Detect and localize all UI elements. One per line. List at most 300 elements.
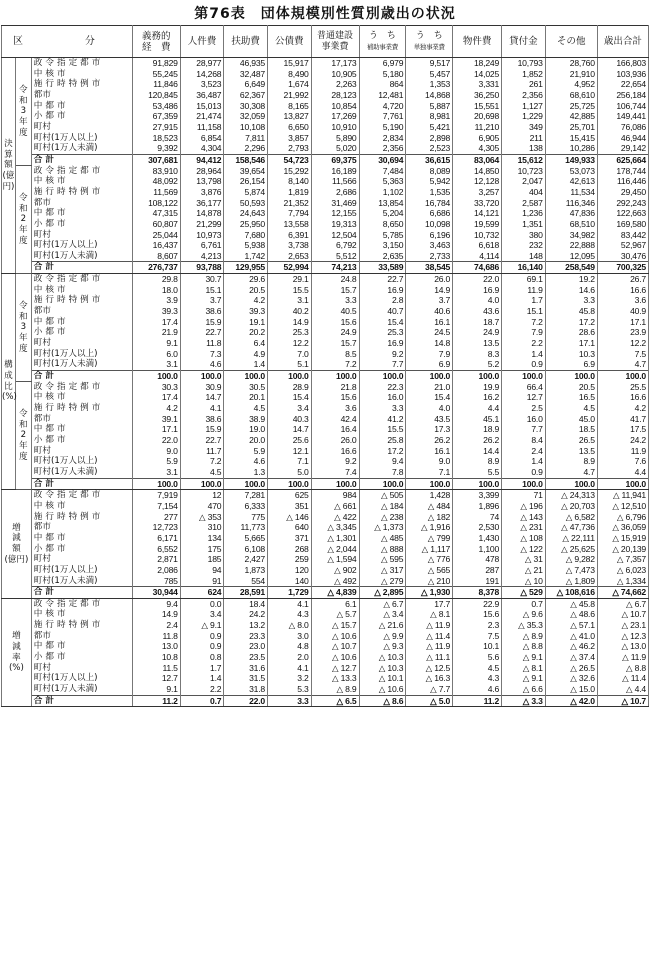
table-cell: 9.0: [406, 456, 453, 467]
header-gimuteki: [132, 26, 180, 58]
table-cell: 9.4: [359, 456, 406, 467]
table-cell: 4.0: [453, 295, 502, 306]
table-cell: 14,025: [453, 69, 502, 80]
table-cell: 20.2: [224, 327, 268, 338]
year-label-char: 度: [19, 127, 28, 138]
table-cell: △ 8.1: [406, 609, 453, 620]
table-cell: 4,305: [453, 143, 502, 154]
table-cell: 10,973: [180, 230, 224, 241]
table-cell: △ 1,809: [545, 576, 597, 587]
table-cell: 32,487: [224, 69, 268, 80]
section-label-char: (%): [2, 392, 17, 403]
year-label-char: 令: [19, 192, 28, 203]
row-label: 中核市: [31, 501, 132, 512]
table-cell: △ 3.4: [359, 609, 406, 620]
year-label-char: 3: [20, 322, 27, 333]
table-cell: 7.2: [502, 317, 546, 328]
table-cell: 14.7: [268, 424, 312, 435]
header-label: 普通建設: [317, 30, 354, 41]
table-cell: 3,399: [453, 490, 502, 501]
row-label: 小都市: [31, 652, 132, 663]
table-cell: 14.6: [545, 285, 597, 296]
table-cell: 8,165: [268, 101, 312, 112]
header-jinkenhi: 人件費: [180, 26, 224, 58]
table-cell: 25.5: [597, 382, 648, 393]
row-label: 町村(1万人未満): [31, 359, 132, 370]
table-cell: 16.1: [406, 317, 453, 328]
table-row: [2, 512, 649, 523]
table-cell: 67,359: [132, 111, 180, 122]
table-cell: 13.5: [545, 446, 597, 457]
table-cell: △ 12.7: [311, 663, 359, 674]
table-row: [2, 219, 649, 230]
section-label-char: 率: [12, 652, 21, 663]
row-label: 施行時特例市: [31, 79, 132, 90]
table-cell: 24.9: [453, 327, 502, 338]
table-cell: 15.4: [359, 317, 406, 328]
table-cell: △ 13.0: [597, 641, 648, 652]
table-cell: △ 47,736: [545, 522, 597, 533]
section-label-char: (億円): [2, 170, 15, 192]
table-row: [2, 101, 649, 112]
table-cell: 258,549: [545, 262, 597, 274]
table-cell: 68,610: [545, 90, 597, 101]
table-row: [2, 154, 649, 165]
table-cell: 1,236: [502, 208, 546, 219]
row-label: 合計: [31, 371, 132, 382]
table-cell: △ 10: [502, 576, 546, 587]
table-cell: △ 9.6: [502, 609, 546, 620]
table-cell: △ 10.7: [597, 695, 648, 707]
section-label-char: 減: [12, 641, 21, 652]
header-label: う ち: [415, 30, 443, 41]
table-cell: 74: [453, 512, 502, 523]
table-row: [2, 69, 649, 80]
table-cell: 18.0: [132, 285, 180, 296]
header-kosaihi: 公債費: [268, 26, 312, 58]
table-cell: 7.8: [359, 467, 406, 478]
table-cell: 1,674: [268, 79, 312, 90]
row-label: 中核市: [31, 609, 132, 620]
year-label-char: 度: [19, 343, 28, 354]
section-label-char: 減: [12, 533, 21, 544]
table-cell: 9.2: [359, 349, 406, 360]
table-cell: △ 8.8: [597, 663, 648, 674]
header-label: う ち: [368, 30, 396, 41]
table-row: [2, 684, 649, 695]
table-cell: 10,098: [406, 219, 453, 230]
table-cell: 140: [268, 576, 312, 587]
table-cell: 15.6: [453, 609, 502, 620]
table-row: [2, 673, 649, 684]
table-cell: 6,792: [311, 240, 359, 251]
table-cell: 100.0: [502, 478, 546, 490]
table-cell: 15,013: [180, 101, 224, 112]
table-cell: △ 11.9: [406, 620, 453, 631]
table-cell: 76,086: [597, 122, 648, 133]
table-cell: 3,523: [180, 79, 224, 90]
table-cell: 29.6: [224, 274, 268, 285]
table-cell: 3.1: [132, 359, 180, 370]
table-cell: 8.9: [453, 456, 502, 467]
table-cell: 39,654: [224, 166, 268, 177]
table-cell: 3.1: [268, 295, 312, 306]
table-cell: 16.9: [359, 285, 406, 296]
table-cell: 22,888: [545, 240, 597, 251]
table-cell: △ 10.1: [359, 673, 406, 684]
table-cell: 2,523: [406, 143, 453, 154]
table-cell: 39.3: [132, 306, 180, 317]
table-cell: △ 184: [359, 501, 406, 512]
table-cell: 52,994: [268, 262, 312, 274]
table-cell: 166,803: [597, 58, 648, 69]
table-cell: 46,935: [224, 58, 268, 69]
table-row: [2, 251, 649, 262]
table-cell: 7.5: [597, 349, 648, 360]
table-cell: △ 279: [359, 576, 406, 587]
table-cell: 16,140: [502, 262, 546, 274]
table-cell: 2.4: [132, 620, 180, 631]
table-cell: 22.0: [453, 274, 502, 285]
table-cell: △ 10.7: [311, 641, 359, 652]
table-cell: △ 595: [359, 554, 406, 565]
table-cell: 15.4: [268, 392, 312, 403]
table-cell: △ 317: [359, 565, 406, 576]
table-cell: 6,979: [359, 58, 406, 69]
table-cell: 380: [502, 230, 546, 241]
table-cell: △ 45.8: [545, 598, 597, 609]
table-cell: 149,441: [597, 111, 648, 122]
table-cell: 50,593: [224, 198, 268, 209]
table-cell: 2,834: [359, 133, 406, 144]
table-cell: 11,773: [224, 522, 268, 533]
table-cell: △ 24,313: [545, 490, 597, 501]
table-cell: 3,738: [268, 240, 312, 251]
table-cell: 1,535: [406, 187, 453, 198]
table-cell: 25.3: [268, 327, 312, 338]
table-cell: 4.6: [180, 359, 224, 370]
header-sonota: その他: [545, 26, 597, 58]
table-cell: △ 4,839: [311, 587, 359, 599]
table-cell: 21,299: [180, 219, 224, 230]
table-cell: 6,552: [132, 544, 180, 555]
row-label: 都市: [31, 306, 132, 317]
row-label: 町村: [31, 663, 132, 674]
table-cell: 10.3: [545, 349, 597, 360]
table-cell: 3,331: [453, 79, 502, 90]
table-cell: 93,788: [180, 262, 224, 274]
row-label: 政令指定都市: [31, 598, 132, 609]
table-cell: 11.8: [132, 631, 180, 642]
table-cell: △ 902: [311, 565, 359, 576]
table-cell: △ 35.3: [502, 620, 546, 631]
table-cell: 14,121: [453, 208, 502, 219]
table-cell: 28,591: [224, 587, 268, 599]
table-cell: △ 15.0: [545, 684, 597, 695]
table-cell: 19.1: [224, 317, 268, 328]
section-label-char: 成: [4, 371, 13, 382]
table-cell: △ 1,117: [406, 544, 453, 555]
table-cell: 36,177: [180, 198, 224, 209]
table-cell: △ 2,044: [311, 544, 359, 555]
row-label: 町村: [31, 338, 132, 349]
table-cell: 31.5: [224, 673, 268, 684]
table-row: [2, 641, 649, 652]
table-cell: 2,356: [359, 143, 406, 154]
table-cell: 43.6: [453, 306, 502, 317]
table-cell: 5.6: [453, 652, 502, 663]
table-cell: 1,729: [268, 587, 312, 599]
table-cell: 11.9: [597, 446, 648, 457]
table-cell: △ 13.3: [311, 673, 359, 684]
table-cell: 30.3: [132, 382, 180, 393]
table-cell: 6,108: [224, 544, 268, 555]
table-row: [2, 240, 649, 251]
table-cell: 33,589: [359, 262, 406, 274]
table-cell: 29,450: [597, 187, 648, 198]
table-cell: 351: [268, 501, 312, 512]
table-cell: 94,412: [180, 154, 224, 165]
table-cell: 28,123: [311, 90, 359, 101]
row-label: 都市: [31, 631, 132, 642]
table-cell: △ 238: [359, 512, 406, 523]
table-cell: 1,102: [359, 187, 406, 198]
table-cell: △ 11.9: [597, 652, 648, 663]
table-row: [2, 403, 649, 414]
table-cell: 38.9: [224, 414, 268, 425]
table-cell: 62,367: [224, 90, 268, 101]
table-cell: 8,490: [268, 69, 312, 80]
table-cell: 100.0: [132, 371, 180, 382]
table-cell: 3,876: [180, 187, 224, 198]
table-cell: 3.7: [180, 295, 224, 306]
table-row: [2, 609, 649, 620]
table-cell: 12.7: [132, 673, 180, 684]
table-cell: 2,635: [359, 251, 406, 262]
table-row: [2, 554, 649, 565]
row-label: 町村(1万人未満): [31, 143, 132, 154]
header-bukkenhi: 物件費: [453, 26, 502, 58]
row-label: 中都市: [31, 317, 132, 328]
table-cell: 640: [268, 522, 312, 533]
table-cell: 39.3: [224, 306, 268, 317]
table-cell: 2.5: [502, 403, 546, 414]
table-cell: 5,665: [224, 533, 268, 544]
table-cell: 12,504: [311, 230, 359, 241]
table-cell: 10,108: [224, 122, 268, 133]
table-cell: 5,363: [359, 176, 406, 187]
table-row: [2, 338, 649, 349]
table-cell: 45.1: [453, 414, 502, 425]
table-cell: 700,325: [597, 262, 648, 274]
table-cell: 100.0: [180, 371, 224, 382]
table-cell: 10,793: [502, 58, 546, 69]
table-cell: 2.8: [359, 295, 406, 306]
table-cell: △ 7,357: [597, 554, 648, 565]
table-cell: 83,910: [132, 166, 180, 177]
table-cell: 6.0: [132, 349, 180, 360]
table-cell: 21,992: [268, 90, 312, 101]
table-cell: 10,732: [453, 230, 502, 241]
table-cell: 17.4: [132, 317, 180, 328]
table-cell: △ 799: [406, 533, 453, 544]
header-label-line2: 事業費: [321, 41, 349, 52]
table-cell: △ 661: [311, 501, 359, 512]
table-cell: 25.3: [359, 327, 406, 338]
table-cell: 30,944: [132, 587, 180, 599]
table-cell: 31,469: [311, 198, 359, 209]
table-cell: △ 8.8: [502, 641, 546, 652]
table-row: [2, 587, 649, 599]
table-cell: △ 6,023: [597, 565, 648, 576]
table-cell: 45.8: [545, 306, 597, 317]
table-cell: 5.2: [453, 359, 502, 370]
table-cell: 3,463: [406, 240, 453, 251]
table-row: [2, 478, 649, 490]
table-cell: △ 143: [502, 512, 546, 523]
table-cell: 40.5: [311, 306, 359, 317]
table-cell: 625: [268, 490, 312, 501]
row-label: 施行時特例市: [31, 187, 132, 198]
table-cell: 4.4: [597, 467, 648, 478]
table-cell: △ 210: [406, 576, 453, 587]
table-cell: 100.0: [311, 478, 359, 490]
table-cell: 129,955: [224, 262, 268, 274]
table-cell: 2.4: [502, 446, 546, 457]
table-cell: 775: [224, 512, 268, 523]
table-cell: 12,481: [359, 90, 406, 101]
row-label: 中都市: [31, 424, 132, 435]
table-cell: 22.0: [132, 435, 180, 446]
section-label-char: 額: [12, 544, 21, 555]
header-sublabel: 単独事業費: [413, 42, 445, 51]
table-cell: 7.7: [359, 359, 406, 370]
table-cell: 6,196: [406, 230, 453, 241]
table-cell: 554: [224, 576, 268, 587]
expenditure-table: [1, 25, 649, 707]
table-cell: 1,229: [502, 111, 546, 122]
table-cell: 158,546: [224, 154, 268, 165]
table-cell: 3.2: [268, 673, 312, 684]
table-cell: 11.5: [132, 663, 180, 674]
table-cell: 43.5: [406, 414, 453, 425]
table-cell: 7.6: [597, 456, 648, 467]
table-cell: △ 5.0: [406, 695, 453, 707]
row-label: 政令指定都市: [31, 58, 132, 69]
row-label: 施行時特例市: [31, 295, 132, 306]
table-cell: 5,890: [311, 133, 359, 144]
table-cell: 7.1: [406, 467, 453, 478]
header-tandoku: [406, 26, 453, 58]
table-cell: 20.0: [224, 435, 268, 446]
table-cell: 19.0: [224, 424, 268, 435]
table-cell: 40.6: [406, 306, 453, 317]
table-cell: 1,353: [406, 79, 453, 90]
table-cell: 24.8: [311, 274, 359, 285]
table-cell: 5.3: [268, 684, 312, 695]
table-cell: △ 7.7: [406, 684, 453, 695]
table-cell: △ 6.5: [311, 695, 359, 707]
table-cell: 100.0: [453, 478, 502, 490]
table-cell: 16.9: [359, 338, 406, 349]
table-row: [2, 631, 649, 642]
table-row: [2, 122, 649, 133]
table-cell: 116,446: [597, 176, 648, 187]
table-cell: 4.6: [453, 684, 502, 695]
table-cell: 16.0: [502, 414, 546, 425]
table-cell: 268: [268, 544, 312, 555]
table-cell: △ 6,796: [597, 512, 648, 523]
table-cell: 100.0: [268, 478, 312, 490]
table-cell: 18,523: [132, 133, 180, 144]
row-label: 中都市: [31, 533, 132, 544]
table-cell: 25.8: [359, 435, 406, 446]
table-row: [2, 446, 649, 457]
table-cell: 9.1: [132, 338, 180, 349]
table-cell: △ 20,139: [597, 544, 648, 555]
table-cell: 100.0: [597, 371, 648, 382]
header-futsu-kensetsu: [311, 26, 359, 58]
table-row: [2, 90, 649, 101]
table-cell: 10.8: [132, 652, 180, 663]
table-cell: 83,064: [453, 154, 502, 165]
row-label: 町村: [31, 446, 132, 457]
row-label: 中都市: [31, 641, 132, 652]
table-cell: △ 484: [406, 501, 453, 512]
table-cell: 100.0: [359, 371, 406, 382]
table-cell: 13,558: [268, 219, 312, 230]
table-cell: 625,664: [597, 154, 648, 165]
row-label: 施行時特例市: [31, 620, 132, 631]
table-cell: △ 46.2: [545, 641, 597, 652]
table-cell: 30,476: [597, 251, 648, 262]
year-label-char: 和: [19, 419, 28, 430]
section-label-char: 構: [4, 360, 13, 371]
table-cell: 8,140: [268, 176, 312, 187]
table-cell: 13,827: [268, 111, 312, 122]
table-cell: 292,243: [597, 198, 648, 209]
table-cell: 17,269: [311, 111, 359, 122]
table-cell: 11,534: [545, 187, 597, 198]
table-cell: △ 32.6: [545, 673, 597, 684]
table-cell: 0.9: [502, 359, 546, 370]
header-kashitsuke: 貸付金: [502, 26, 546, 58]
table-cell: 18.5: [545, 424, 597, 435]
table-cell: 23.9: [597, 327, 648, 338]
table-row: [2, 295, 649, 306]
table-cell: 232: [502, 240, 546, 251]
table-cell: 47,315: [132, 208, 180, 219]
table-row: [2, 230, 649, 241]
table-cell: 5,457: [406, 69, 453, 80]
table-cell: 22.9: [453, 598, 502, 609]
table-cell: 11.7: [180, 446, 224, 457]
row-label: 中核市: [31, 69, 132, 80]
table-cell: 10,286: [545, 143, 597, 154]
table-cell: 864: [359, 79, 406, 90]
table-cell: 17.1: [545, 338, 597, 349]
section-label-char: (%): [8, 663, 24, 674]
table-cell: 15.7: [311, 338, 359, 349]
row-label: 合計: [31, 587, 132, 599]
row-label: 中核市: [31, 392, 132, 403]
table-cell: △ 6.7: [359, 598, 406, 609]
table-cell: 6.9: [545, 359, 597, 370]
table-cell: 22,654: [597, 79, 648, 90]
table-cell: 0.9: [180, 641, 224, 652]
table-cell: 470: [180, 501, 224, 512]
table-cell: 0.9: [502, 467, 546, 478]
